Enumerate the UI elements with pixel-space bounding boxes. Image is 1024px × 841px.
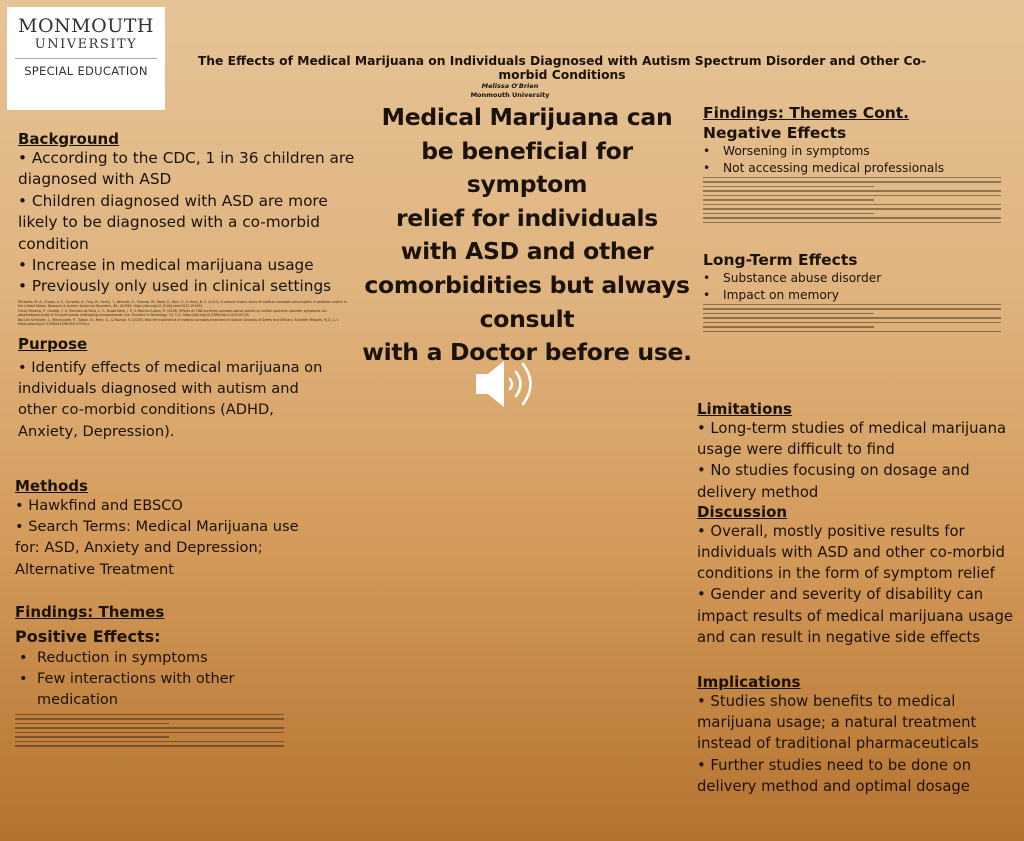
background-bullet: • According to the CDC, 1 in 36 children are diagnosed with ASD (18, 149, 355, 189)
findings-section (15, 603, 315, 754)
negative-effects-heading: Negative Effects (703, 124, 847, 142)
reference-line (703, 322, 1001, 323)
author-name: Melissa O'Brien (481, 82, 539, 90)
logo-line-3: SPECIAL EDUCATION (24, 64, 148, 78)
reference-line (703, 181, 1001, 182)
long-term-effect-item: • Substance abuse disorder (703, 271, 882, 285)
implications-heading: Implications (697, 673, 801, 691)
reference-line (703, 308, 1001, 309)
reference-line (703, 199, 874, 200)
positive-effect-item: • Few interactions with other medication (15, 669, 315, 711)
reference-line (703, 217, 1001, 218)
methods-section (15, 477, 305, 580)
background-heading: Background (18, 130, 119, 148)
reference-line (703, 313, 874, 314)
headline-line: be beneficial for symptom (421, 136, 633, 199)
purpose-bullet: • Identify effects of medical marijuana on individuals diagnosed with autism and other co-morbid conditions (ADHD, Anxiety, Depression). (18, 359, 323, 440)
background-bullet: • Increase in medical marijuana usage (18, 256, 314, 275)
headline-line: with a Doctor before use. (362, 338, 692, 367)
long-term-effect-text: Substance abuse disorder (723, 271, 882, 285)
reference-line (15, 741, 284, 742)
long-term-references (703, 304, 1013, 338)
purpose-section (18, 335, 338, 442)
implications-bullet: • Further studies need to be done on delivery method and optimal dosage (697, 756, 972, 795)
methods-heading: Methods (15, 477, 88, 495)
background-section (18, 130, 358, 327)
reference: Bar-Lev Schleider, L., Mechoulam, R., Saban, N., Meiri, G., & Novack, V. (2019). Real life experience of medical cannabis treatment in autism: Analysis of Safety and Efficacy. Scientific Reports, 9(1), 1–7. https://doi.org/10.1038/s41598-018-37570-y (18, 317, 340, 327)
discussion-heading: Discussion (697, 502, 788, 521)
reference-line (703, 304, 1001, 305)
positive-effect-item: • Reduction in symptoms (15, 648, 315, 669)
headline-line: consult (479, 304, 575, 333)
reference-line (703, 208, 1001, 209)
long-term-effects-heading: Long-Term Effects (703, 251, 858, 269)
background-bullet: • Previously only used in clinical settings (18, 277, 332, 296)
headline-line: comorbidities but always (364, 270, 690, 299)
findings-references (15, 714, 295, 754)
logo-line-1: MONMOUTH (18, 15, 154, 37)
limitations-section (697, 400, 1017, 648)
limitations-bullet: • No studies focusing on dosage and delivery method (697, 462, 970, 501)
negative-effect-text: Not accessing medical professionals (723, 161, 945, 175)
reference-line (15, 745, 284, 746)
limitations-bullet: • Long-term studies of medical marijuana usage were difficult to find (697, 420, 1007, 459)
reference-line (703, 213, 874, 214)
reference-line (15, 718, 284, 719)
headline-line: relief for individuals (395, 203, 658, 232)
reference-line (703, 326, 874, 327)
negative-effects-references (703, 177, 1013, 229)
university-logo (7, 7, 165, 110)
logo-line-2: UNIVERSITY (34, 37, 138, 52)
background-bullet: • Children diagnosed with ASD are more likely to be diagnosed with a co-morbid condition (18, 191, 328, 253)
reference-line (15, 732, 284, 733)
reference-line (703, 186, 874, 187)
findings-cont-heading: Findings: Themes Cont. (703, 104, 910, 122)
long-term-effect-text: Impact on memory (723, 288, 840, 302)
headline (362, 101, 692, 370)
reference-line (703, 331, 1001, 332)
positive-effects-heading: Positive Effects: (15, 627, 161, 646)
reference-line (703, 177, 1001, 178)
reference-line (703, 204, 1001, 205)
negative-effect-text: Worsening in symptoms (723, 144, 870, 158)
discussion-bullet: • Overall, mostly positive results for individuals with ASD and other co-morbid conditions in the form of symptom relief (697, 522, 1005, 583)
limitations-heading: Limitations (697, 400, 792, 418)
positive-effect-text: Few interactions with other medication (37, 671, 235, 708)
reference-line (15, 723, 169, 724)
positive-effect-text: Reduction in symptoms (37, 650, 208, 666)
negative-effect-item: • Not accessing medical professionals (703, 161, 945, 175)
author-block (440, 82, 580, 100)
reference-line (703, 317, 1001, 318)
reference-line (703, 195, 1001, 196)
logo-divider (15, 58, 157, 59)
discussion-bullet: • Gender and severity of disability can impact results of medical marijuana usage and can result in negative side effects (697, 586, 1013, 646)
implications-section (697, 673, 1017, 797)
reference-line (703, 222, 1001, 223)
methods-bullet: • Search Terms: Medical Marijuana use for: ASD, Anxiety and Depression; Alternative Treatment (15, 518, 299, 578)
findings-heading: Findings: Themes (15, 603, 165, 621)
poster-title: The Effects of Medical Marijuana on Individuals Diagnosed with Autism Spectrum Disorder and Other Co-morbid Conditions (197, 54, 927, 82)
methods-bullet: • Hawkfind and EBSCO (15, 497, 183, 514)
long-term-effect-item: • Impact on memory (703, 288, 840, 302)
reference: DiLiberto, M. A., Zuppa, A. F., Cornetta, A., Feig, W., Scully, T., Bennett, A., Thomas, M., Ward, E., Barr, S., & Yerys, B. E. (2022). A natural history study of medical cannabis consumption in pediatric autism in the United States. Research in Autism Spectrum Disorders, 96, 101994. https://doi.org/10.1016/j.rasd.2022.101994 (18, 299, 347, 309)
author-affiliation: Monmouth University (470, 91, 550, 99)
purpose-heading: Purpose (18, 335, 88, 353)
negative-effect-item: • Worsening in symptoms (703, 144, 870, 158)
reference-line (703, 190, 1001, 191)
reference-line (15, 736, 169, 737)
speaker-icon[interactable] (472, 358, 540, 410)
headline-line: Medical Marijuana can (381, 103, 673, 131)
reference: Fleury-Teixeira, P., Caixeta, F. V., Ramires da Silva, L. C., Brasil-Neto, J. P., & Malcher-Lopes, R. (2019). Effects of CBD-enriched cannabis sativa extract on autism spectrum disorder symptoms: An observational study of 18 participants undergoing compassionate use. Frontiers in Neurology, 10, 1–9. https://doi.org/10.3389/fneur.2019.01145 (18, 308, 327, 318)
implications-bullet: • Studies show benefits to medical marijuana usage; a natural treatment instead of traditional pharmaceuticals (697, 693, 979, 753)
reference-line (15, 727, 284, 728)
findings-cont-section (703, 104, 1013, 338)
reference-line (15, 714, 284, 715)
headline-line: with ASD and other (400, 237, 654, 266)
